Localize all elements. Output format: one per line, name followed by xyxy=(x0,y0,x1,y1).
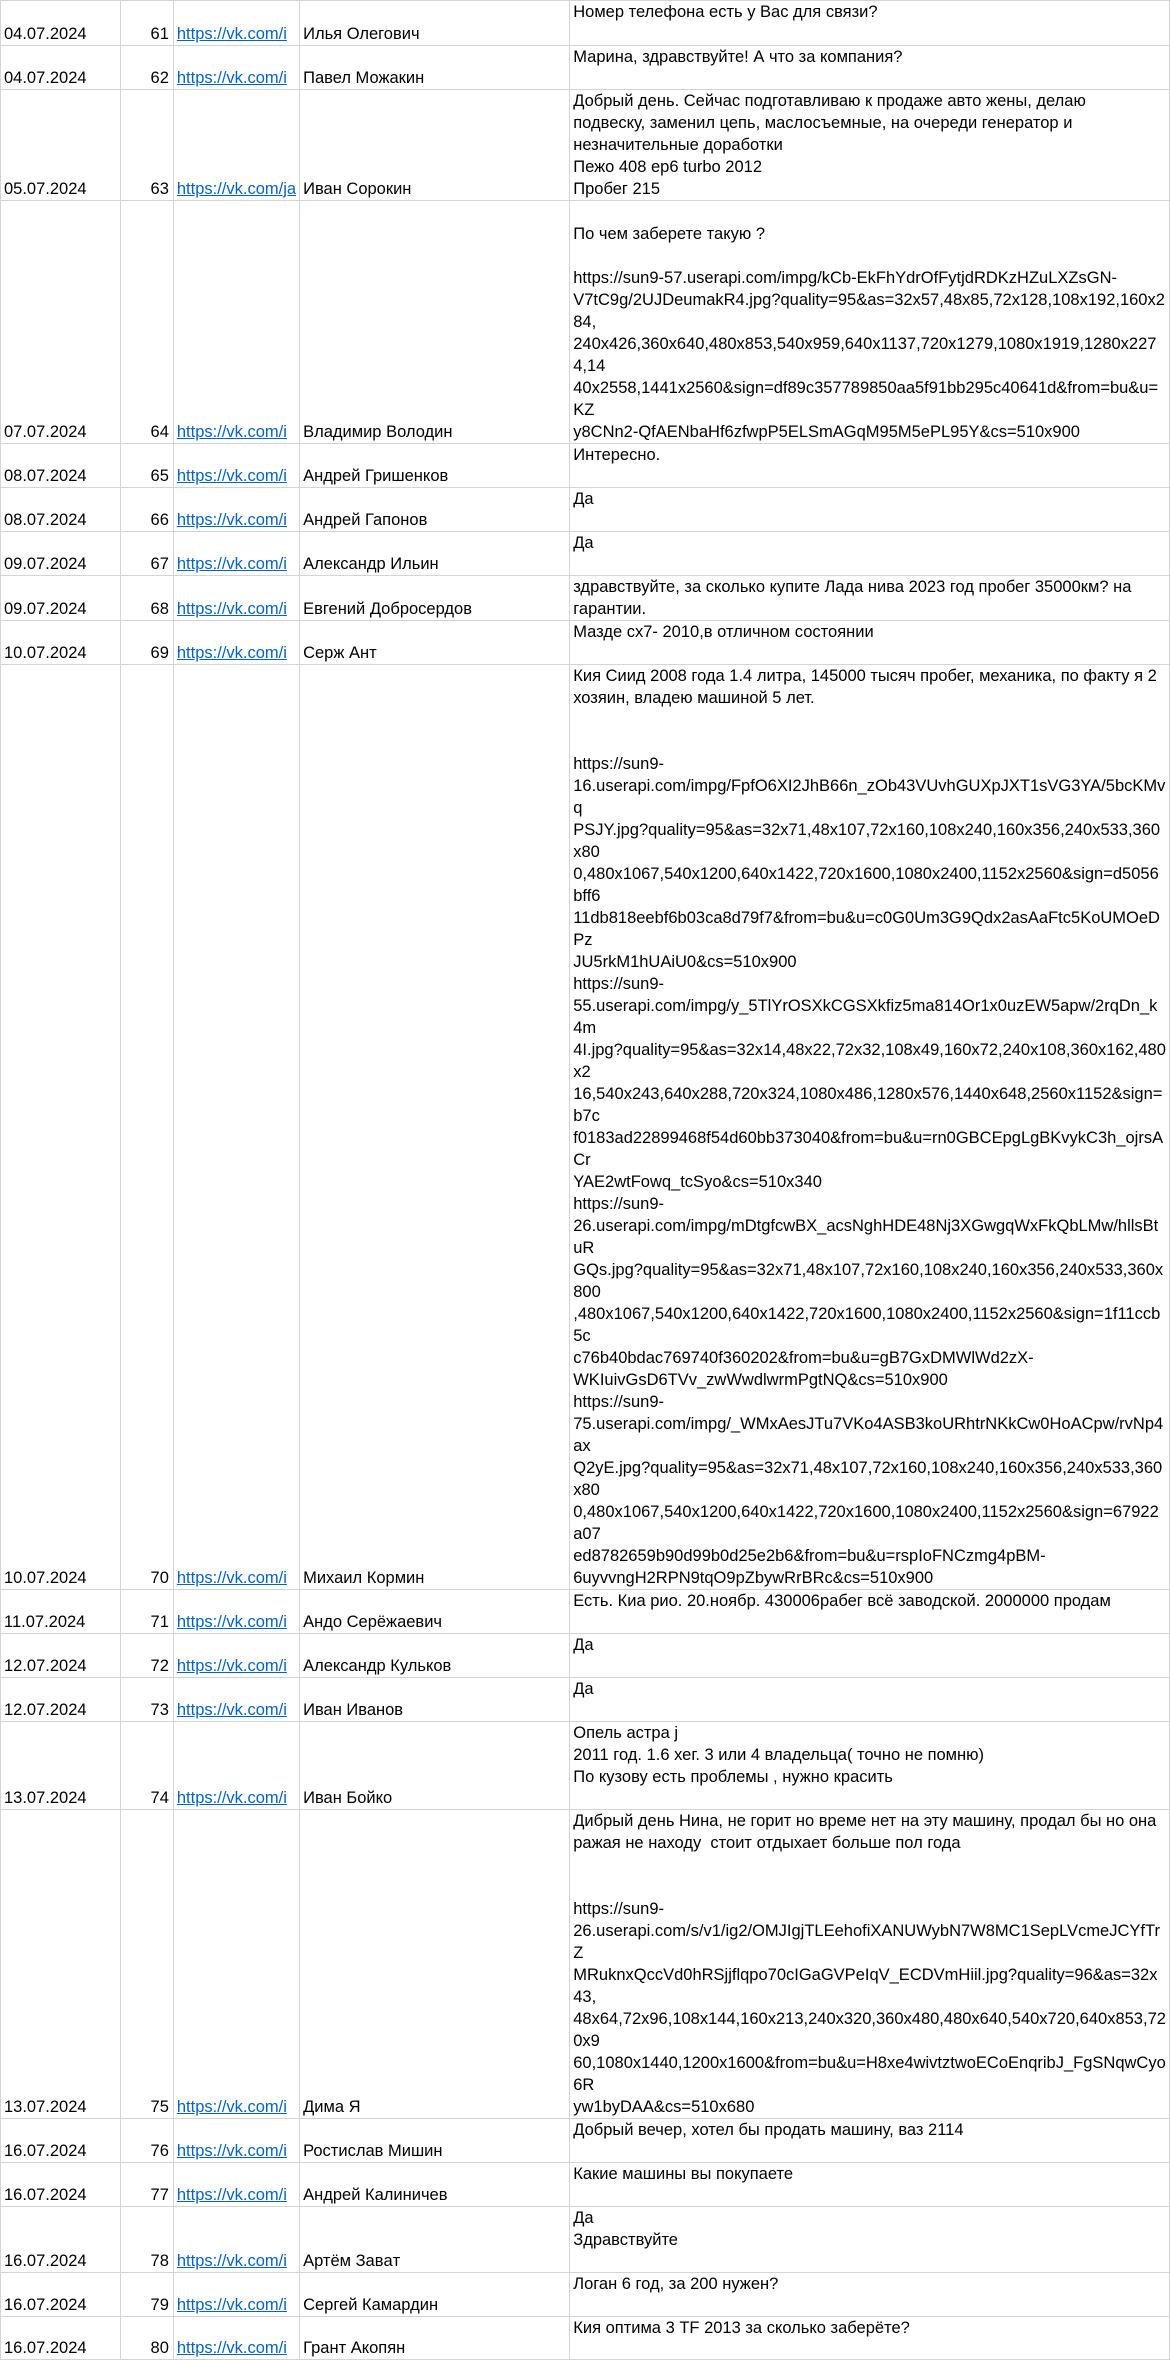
date-cell[interactable]: 08.07.2024 xyxy=(1,488,121,532)
date-cell[interactable]: 13.07.2024 xyxy=(1,1722,121,1810)
name-cell[interactable]: Андрей Гришенков xyxy=(300,444,570,488)
name-cell[interactable]: Иван Сорокин xyxy=(300,90,570,201)
table-row xyxy=(1,2119,1170,2163)
date-cell[interactable]: 12.07.2024 xyxy=(1,1678,121,1722)
date-cell[interactable]: 16.07.2024 xyxy=(1,2273,121,2317)
profile-link-cell[interactable]: https://vk.com/i xyxy=(173,46,299,90)
message-cell[interactable]: Какие машины вы покупаете xyxy=(570,2163,1170,2207)
date-cell[interactable]: 09.07.2024 xyxy=(1,576,121,621)
table-row xyxy=(1,2163,1170,2207)
profile-link-cell[interactable]: https://vk.com/i xyxy=(173,532,299,576)
message-cell[interactable]: Опель астра j 2011 год. 1.6 хег. 3 или 4 владельца( точно не помню) По кузову есть проблемы , нужно красить xyxy=(570,1722,1170,1810)
number-cell[interactable]: 75 xyxy=(121,1810,173,2119)
profile-link-cell[interactable]: https://vk.com/i xyxy=(173,1634,299,1678)
table-row xyxy=(1,621,1170,665)
profile-link-cell[interactable]: https://vk.com/i xyxy=(173,1,299,46)
date-cell[interactable]: 10.07.2024 xyxy=(1,621,121,665)
profile-link-cell[interactable]: https://vk.com/i xyxy=(173,2119,299,2163)
message-cell[interactable]: Да xyxy=(570,532,1170,576)
name-cell[interactable]: Александр Ильин xyxy=(300,532,570,576)
name-cell[interactable]: Иван Бойко xyxy=(300,1722,570,1810)
date-cell[interactable]: 16.07.2024 xyxy=(1,2207,121,2273)
profile-link-cell[interactable]: https://vk.com/i xyxy=(173,1722,299,1810)
date-cell[interactable]: 16.07.2024 xyxy=(1,2163,121,2207)
date-cell[interactable]: 13.07.2024 xyxy=(1,1810,121,2119)
spreadsheet-body xyxy=(1,1,1170,2360)
message-cell[interactable]: Да xyxy=(570,1634,1170,1678)
number-cell[interactable]: 72 xyxy=(121,1634,173,1678)
date-cell[interactable]: 09.07.2024 xyxy=(1,532,121,576)
message-cell[interactable]: Да Здравствуйте xyxy=(570,2207,1170,2273)
name-cell[interactable]: Артём Завaт xyxy=(300,2207,570,2273)
date-cell[interactable]: 16.07.2024 xyxy=(1,2317,121,2360)
profile-link-cell[interactable]: https://vk.com/i xyxy=(173,444,299,488)
profile-link-cell[interactable]: https://vk.com/i xyxy=(173,665,299,1590)
message-cell[interactable]: Кия Сиид 2008 года 1.4 литра, 145000 тысяч пробег, механика, по факту я 2 хозяин, владею машиной 5 лет. https://sun9- 16.userapi.com/impg/FpfO6XI2JhB66n_zOb43VUvhGUXpJXT1sVG3YA/5bcKMvq PSJY.jpg?quality=95&as=32x71,48x107,72x160,108x240,160x356,240x533,360x80 0,480x1067,540x1200,640x1422,720x1600,1080x2400,1152x2560&sign=d5056bff6 11db818eebf6b03ca8d79f7&from=bu&u=c0G0Um3G9Qdx2asAaFtc5KoUMOeDPz JU5rkM1hUAiU0&cs=510x900 https://sun9- 55.userapi.com/impg/y_5TlYrOSXkCGSXkfiz5ma814Or1x0uzEW5apw/2rqDn_k4m 4I.jpg?quality=95&as=32x14,48x22,72x32,108x49,160x72,240x108,360x162,480x2 16,540x243,640x288,720x324,1080x486,1280x576,1440x648,2560x1152&sign=b7c f0183ad22899468f54d60bb373040&from=bu&u=rn0GBCEpgLgBKvykC3h_ojrsACr YAE2wtFowq_tcSyo&cs=510x340 https://sun9- 26.userapi.com/impg/mDtgfcwBX_acsNghHDE48Nj3XGwgqWxFkQbLMw/hllsBtuR GQs.jpg?quality=95&as=32x71,48x107,72x160,108x240,160x356,240x533,360x800 ,480x1067,540x1200,640x1422,720x1600,1080x2400,1152x2560&sign=1f11ccb5c c76b40bdac769740f360202&from=bu&u=gB7GxDMWlWd2zX- WKIuivGsD6TVv_zwWwdlwrmPgtNQ&cs=510x900 https://sun9- 75.userapi.com/impg/_WMxAesJTu7VKo4ASB3koURhtrNKkCw0HoACpw/rvNp4ax Q2yE.jpg?quality=95&as=32x71,48x107,72x160,108x240,160x356,240x533,360x80 0,480x1067,540x1200,640x1422,720x1600,1080x2400,1152x2560&sign=67922a07 ed8782659b90d99b0d25e2b6&from=bu&u=rspIoFNCzmg4pBM- 6uyvvngH2RPN9tqO9pZbywRrBRc&cs=510x900 xyxy=(570,665,1170,1590)
profile-link-cell[interactable]: https://vk.com/i xyxy=(173,1810,299,2119)
table-row xyxy=(1,1590,1170,1634)
name-cell[interactable]: Александр Кульков xyxy=(300,1634,570,1678)
profile-link-cell[interactable]: https://vk.com/i xyxy=(173,2163,299,2207)
profile-link-cell[interactable]: https://vk.com/i xyxy=(173,621,299,665)
table-row xyxy=(1,532,1170,576)
message-cell[interactable]: Дибрый день Нина, не горит но време нет на эту машину, продал бы но она ражая не находу стоит отдыхает больше пол года https://sun9- 26.userapi.com/s/v1/ig2/OMJIgjTLEehofiXANUWybN7W8MC1SepLVcmeJCYfTrZ MRuknxQccVd0hRSjjflqpo70cIGaGVPeIqV_ECDVmHiil.jpg?quality=96&as=32x43, 48x64,72x96,108x144,160x213,240x320,360x480,480x640,540x720,640x853,720x9 60,1080x1440,1200x1600&from=bu&u=H8xe4wivtztwoECoEnqribJ_FgSNqwCyo6R yw1byDAA&cs=510x680 xyxy=(570,1810,1170,2119)
date-cell[interactable]: 11.07.2024 xyxy=(1,1590,121,1634)
message-cell[interactable]: Есть. Киа рио. 20.ноябр. 430006рабег всё заводской. 2000000 продам xyxy=(570,1590,1170,1634)
number-cell[interactable]: 66 xyxy=(121,488,173,532)
message-cell[interactable]: Мазде сх7- 2010,в отличном состоянии xyxy=(570,621,1170,665)
number-cell[interactable]: 77 xyxy=(121,2163,173,2207)
profile-link-cell[interactable]: https://vk.com/i xyxy=(173,2273,299,2317)
number-cell[interactable]: 68 xyxy=(121,576,173,621)
date-cell[interactable]: 04.07.2024 xyxy=(1,46,121,90)
message-cell[interactable]: Интересно. xyxy=(570,444,1170,488)
table-row xyxy=(1,1722,1170,1810)
name-cell[interactable]: Андрей Калиничев xyxy=(300,2163,570,2207)
number-cell[interactable]: 80 xyxy=(121,2317,173,2360)
name-cell[interactable]: Евгений Добросердов xyxy=(300,576,570,621)
profile-link-cell[interactable]: https://vk.com/i xyxy=(173,488,299,532)
date-cell[interactable]: 12.07.2024 xyxy=(1,1634,121,1678)
date-cell[interactable]: 10.07.2024 xyxy=(1,665,121,1590)
profile-link-cell[interactable]: https://vk.com/i xyxy=(173,2207,299,2273)
profile-link-cell[interactable]: https://vk.com/ja xyxy=(173,90,299,201)
name-cell[interactable]: Дима Я xyxy=(300,1810,570,2119)
profile-link-cell[interactable]: https://vk.com/i xyxy=(173,576,299,621)
number-cell[interactable]: 71 xyxy=(121,1590,173,1634)
number-cell[interactable]: 79 xyxy=(121,2273,173,2317)
name-cell[interactable]: Павел Можакин xyxy=(300,46,570,90)
number-cell[interactable]: 76 xyxy=(121,2119,173,2163)
number-cell[interactable]: 74 xyxy=(121,1722,173,1810)
number-cell[interactable]: 67 xyxy=(121,532,173,576)
message-cell[interactable]: Да xyxy=(570,488,1170,532)
name-cell[interactable]: Андрей Гапонов xyxy=(300,488,570,532)
profile-link-cell[interactable]: https://vk.com/i xyxy=(173,1678,299,1722)
table-row xyxy=(1,1,1170,46)
date-cell[interactable]: 04.07.2024 xyxy=(1,1,121,46)
table-row xyxy=(1,488,1170,532)
table-row xyxy=(1,90,1170,201)
message-cell[interactable]: Добрый день. Сейчас подготавливаю к продаже авто жены, делаю подвеску, заменил цепь, маслосъемные, на очереди генератор и незначительные доработки Пежо 408 ep6 turbo 2012 Пробег 215 xyxy=(570,90,1170,201)
table-row xyxy=(1,665,1170,1590)
table-row xyxy=(1,1634,1170,1678)
table-row xyxy=(1,46,1170,90)
date-cell[interactable]: 05.07.2024 xyxy=(1,90,121,201)
table-row xyxy=(1,444,1170,488)
name-cell[interactable]: Серж Ант xyxy=(300,621,570,665)
name-cell[interactable]: Владимир Володин xyxy=(300,201,570,444)
name-cell[interactable]: Грант Акопян xyxy=(300,2317,570,2360)
message-cell[interactable]: Номер телефона есть у Вас для связи? xyxy=(570,1,1170,46)
name-cell[interactable]: Иван Иванов xyxy=(300,1678,570,1722)
number-cell[interactable]: 62 xyxy=(121,46,173,90)
name-cell[interactable]: Андо Серёжаевич xyxy=(300,1590,570,1634)
number-cell[interactable]: 63 xyxy=(121,90,173,201)
message-cell[interactable]: Марина, здравствуйте! А что за компания? xyxy=(570,46,1170,90)
message-cell[interactable]: По чем заберете такую ? https://sun9-57.userapi.com/impg/kCb-EkFhYdrOfFytjdRDKzHZuLXZsGN- V7tC9g/2UJDeumakR4.jpg?quality=95&as=32x57,48x85,72x128,108x192,160x284, 240x426,360x640,480x853,540x959,640x1137,720x1279,1080x1919,1280x2274,14 40x2558,1441x2560&sign=df89c357789850aa5f91bb295c40641d&from=bu&u=KZ y8CNn2-QfAENbaHf6zfwpP5ELSmAGqM95M5ePL95Y&cs=510x900 xyxy=(570,201,1170,444)
number-cell[interactable]: 69 xyxy=(121,621,173,665)
message-cell[interactable]: Да xyxy=(570,1678,1170,1722)
message-cell[interactable]: Добрый вечер, хотел бы продать машину, ваз 2114 xyxy=(570,2119,1170,2163)
message-cell[interactable]: Логан 6 год, за 200 нужен? xyxy=(570,2273,1170,2317)
message-cell[interactable]: здравствуйте, за сколько купите Лада нива 2023 год пробег 35000км? на гарантии. xyxy=(570,576,1170,621)
profile-link-cell[interactable]: https://vk.com/i xyxy=(173,1590,299,1634)
name-cell[interactable]: Сергей Камардин xyxy=(300,2273,570,2317)
name-cell[interactable]: Илья Олегович xyxy=(300,1,570,46)
number-cell[interactable]: 64 xyxy=(121,201,173,444)
number-cell[interactable]: 65 xyxy=(121,444,173,488)
number-cell[interactable]: 70 xyxy=(121,665,173,1590)
date-cell[interactable]: 07.07.2024 xyxy=(1,201,121,444)
table-row xyxy=(1,2207,1170,2273)
profile-link-cell[interactable]: https://vk.com/i xyxy=(173,201,299,444)
table-row xyxy=(1,1678,1170,1722)
table-row xyxy=(1,2273,1170,2317)
name-cell[interactable]: Ростислав Мишин xyxy=(300,2119,570,2163)
number-cell[interactable]: 73 xyxy=(121,1678,173,1722)
number-cell[interactable]: 61 xyxy=(121,1,173,46)
table-row xyxy=(1,2317,1170,2360)
date-cell[interactable]: 08.07.2024 xyxy=(1,444,121,488)
date-cell[interactable]: 16.07.2024 xyxy=(1,2119,121,2163)
table-row xyxy=(1,201,1170,444)
message-cell[interactable]: Кия оптима 3 TF 2013 за сколько заберёте? xyxy=(570,2317,1170,2360)
table-row xyxy=(1,1810,1170,2119)
number-cell[interactable]: 78 xyxy=(121,2207,173,2273)
table-row xyxy=(1,576,1170,621)
name-cell[interactable]: Михаил Кормин xyxy=(300,665,570,1590)
profile-link-cell[interactable]: https://vk.com/i xyxy=(173,2317,299,2360)
